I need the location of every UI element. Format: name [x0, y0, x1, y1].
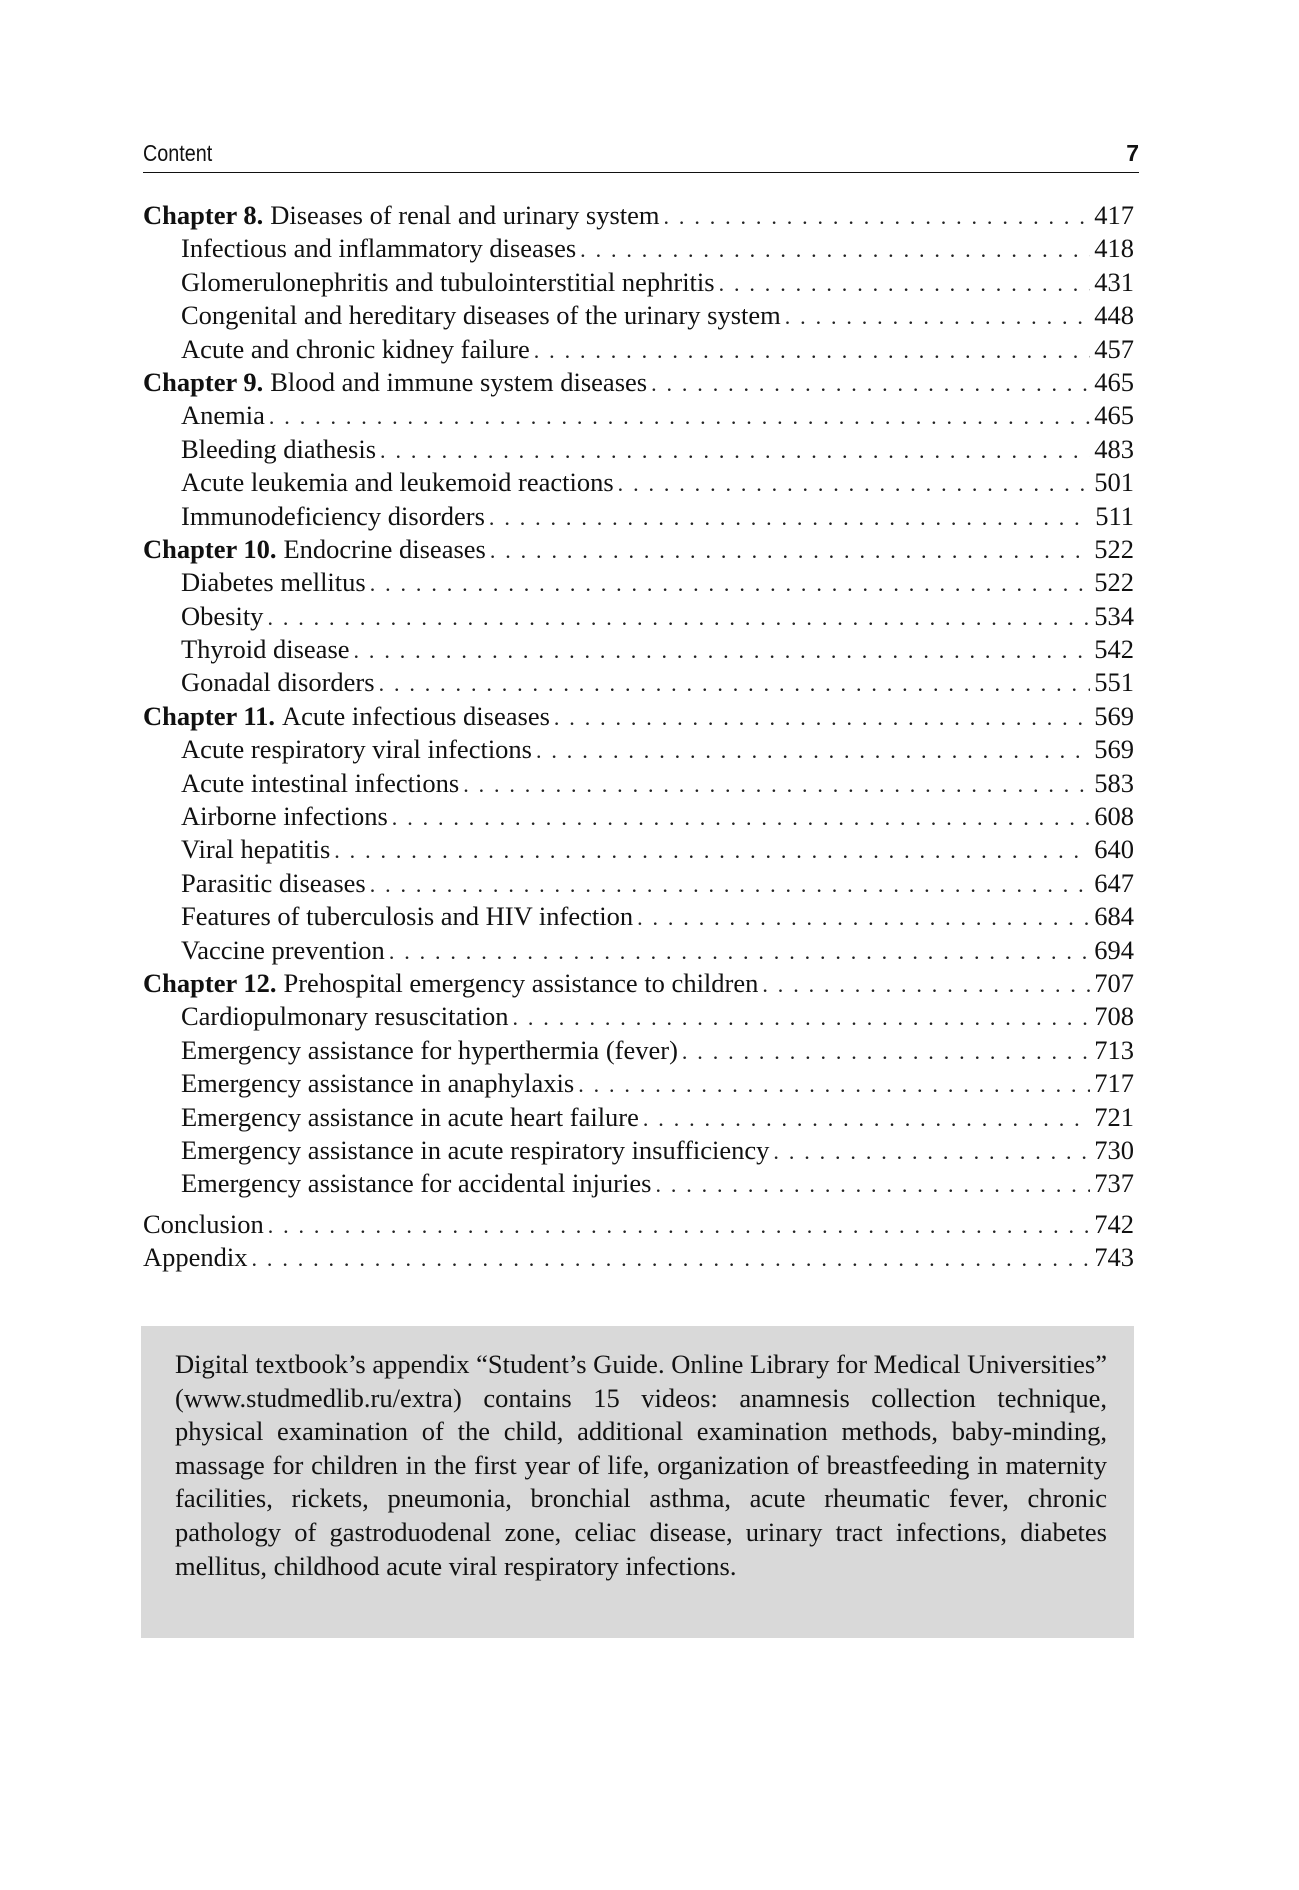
toc-page-number: 647 [1094, 867, 1134, 898]
toc-entry [143, 900, 1134, 933]
toc-chapter-entry [143, 199, 1134, 232]
toc-entry-title: Endocrine diseases [283, 533, 486, 564]
toc-entry-title: Glomerulonephritis and tubulointerstitial nephritis [181, 266, 715, 297]
toc-page-number: 465 [1094, 366, 1134, 397]
toc-page-number: 721 [1094, 1101, 1134, 1132]
dot-leader [536, 734, 1090, 767]
toc-entry-title: Anemia [181, 400, 265, 431]
toc-entry [143, 666, 1134, 699]
table-of-contents [143, 199, 1134, 1275]
dot-leader [554, 701, 1090, 734]
toc-page-number: 717 [1094, 1068, 1134, 1099]
toc-chapter-entry [143, 700, 1134, 733]
dot-leader [267, 601, 1090, 634]
toc-page-number: 465 [1094, 400, 1134, 431]
dot-leader [762, 968, 1090, 1001]
toc-entry [143, 1241, 1134, 1274]
toc-entry-title: Airborne infections [181, 801, 388, 832]
toc-entry-title: Emergency assistance for hyperthermia (fever) [181, 1034, 678, 1065]
toc-entry-title: Emergency assistance in acute heart failure [181, 1101, 639, 1132]
dot-leader [655, 1168, 1090, 1201]
toc-entry-title: Acute intestinal infections [181, 767, 460, 798]
running-head [143, 138, 1139, 173]
toc-page-number: 483 [1094, 433, 1134, 464]
running-head-section: Content [143, 140, 213, 166]
toc-entry [143, 466, 1134, 499]
toc-page-number: 522 [1094, 533, 1134, 564]
toc-entry [143, 1208, 1134, 1241]
dot-leader [380, 434, 1090, 467]
toc-chapter-entry [143, 366, 1134, 399]
toc-chapter-number: Chapter 9. [143, 366, 264, 397]
toc-entry [143, 1134, 1134, 1167]
dot-leader [490, 534, 1090, 567]
toc-entry-title: Conclusion [143, 1208, 264, 1239]
toc-page-number: 583 [1094, 767, 1134, 798]
toc-entry [143, 1167, 1134, 1200]
toc-entry [143, 767, 1134, 800]
toc-entry [143, 1034, 1134, 1067]
toc-page-number: 713 [1094, 1034, 1134, 1065]
toc-page-number: 730 [1094, 1134, 1134, 1165]
toc-entry-title: Prehospital emergency assistance to children [283, 967, 759, 998]
toc-entry-title: Parasitic diseases [181, 867, 366, 898]
toc-entry-title: Thyroid disease [181, 634, 350, 665]
toc-page-number: 418 [1094, 233, 1134, 264]
dot-leader [643, 1102, 1090, 1135]
digital-appendix-note [141, 1326, 1134, 1638]
toc-page-number: 511 [1095, 500, 1134, 531]
toc-entry-title: Diseases of renal and urinary system [270, 200, 660, 230]
dot-leader [618, 467, 1091, 500]
toc-page-number: 742 [1094, 1208, 1134, 1239]
dot-leader [651, 367, 1090, 400]
toc-entry-title: Obesity [181, 600, 264, 631]
toc-page-number: 417 [1094, 200, 1134, 230]
dot-leader [534, 334, 1090, 367]
toc-entry-title: Diabetes mellitus [181, 567, 366, 598]
toc-entry-title: Acute infectious diseases [282, 700, 550, 731]
toc-entry [143, 633, 1134, 666]
toc-entry [143, 934, 1134, 967]
toc-entry-title: Appendix [143, 1242, 248, 1273]
toc-entry-title: Emergency assistance in acute respiratory insufficiency [181, 1134, 770, 1165]
toc-entry-title: Emergency assistance for accidental injuries [181, 1168, 652, 1199]
toc-page-number: 569 [1094, 734, 1134, 765]
toc-entry-title: Emergency assistance in anaphylaxis [181, 1068, 575, 1099]
toc-page-number: 684 [1094, 901, 1134, 932]
toc-page-number: 707 [1094, 967, 1134, 998]
toc-page-number: 457 [1094, 333, 1134, 364]
dot-leader [489, 501, 1091, 534]
toc-entry [143, 1000, 1134, 1033]
toc-entry [143, 566, 1134, 599]
dot-leader [392, 801, 1090, 834]
dot-leader [773, 1135, 1090, 1168]
toc-page-number: 743 [1094, 1242, 1134, 1273]
toc-chapter-number: Chapter 11. [143, 700, 276, 731]
toc-page-number: 534 [1094, 600, 1134, 631]
toc-entry-title: Vaccine prevention [181, 934, 385, 965]
dot-leader [370, 567, 1091, 600]
toc-page-number: 431 [1094, 266, 1134, 297]
toc-entry-title: Immunodeficiency disorders [181, 500, 485, 531]
toc-entry [143, 500, 1134, 533]
toc-entry [143, 266, 1134, 299]
note-text: Digital textbook’s appendix “Student’s Guide. Online Library for Medical Universities” (www.studmedlib.ru/extra) contains 15 videos: anamnesis collection technique, physical examination of the child, additional examination methods, baby-minding, massage for children in the first year of life, organization of breastfeeding in maternity facilities, rickets, pneumonia, bronchial asthma, acute rheumatic fever, chronic pathology of gastroduodenal zone, celiac disease, urinary tract infections, diabetes mellitus, childhood acute viral respiratory infections. [175, 1349, 1107, 1581]
dot-leader [637, 901, 1090, 934]
toc-entry-title: Congenital and hereditary diseases of the urinary system [181, 300, 781, 331]
dot-leader [578, 1068, 1090, 1101]
toc-entry-title: Viral hepatitis [181, 834, 331, 865]
dot-leader [379, 667, 1091, 700]
toc-page-number: 542 [1094, 634, 1134, 665]
dot-leader [580, 233, 1090, 266]
dot-leader [252, 1242, 1091, 1275]
dot-leader [389, 935, 1090, 968]
page-number: 7 [1126, 140, 1139, 166]
toc-entry [143, 1101, 1134, 1134]
toc-entry [143, 299, 1134, 332]
toc-entry-title: Acute leukemia and leukemoid reactions [181, 467, 614, 498]
toc-entry-title: Blood and immune system diseases [270, 366, 648, 397]
toc-chapter-number: Chapter 8. [143, 200, 264, 230]
dot-leader [354, 634, 1091, 667]
toc-page-number: 694 [1094, 934, 1134, 965]
toc-entry-title: Features of tuberculosis and HIV infection [181, 901, 634, 932]
toc-entry-title: Infectious and inflammatory diseases [181, 233, 577, 264]
dot-leader [664, 200, 1091, 233]
toc-page-number: 640 [1094, 834, 1134, 865]
toc-page-number: 522 [1094, 567, 1134, 598]
toc-page-number: 501 [1094, 467, 1134, 498]
toc-page-number: 448 [1094, 300, 1134, 331]
toc-entry-title: Gonadal disorders [181, 667, 375, 698]
toc-entry-title: Acute and chronic kidney failure [181, 333, 530, 364]
dot-leader [463, 768, 1090, 801]
toc-chapter-entry [143, 967, 1134, 1000]
toc-entry-title: Acute respiratory viral infections [181, 734, 532, 765]
toc-page-number: 608 [1094, 801, 1134, 832]
toc-entry [143, 800, 1134, 833]
toc-chapter-entry [143, 533, 1134, 566]
dot-leader [370, 868, 1091, 901]
dot-leader [513, 1001, 1091, 1034]
toc-entry [143, 733, 1134, 766]
toc-entry [143, 232, 1134, 265]
toc-entry [143, 333, 1134, 366]
dot-leader [682, 1035, 1090, 1068]
dot-leader [268, 1209, 1091, 1242]
toc-entry [143, 867, 1134, 900]
dot-leader [719, 267, 1091, 300]
toc-entry-title: Bleeding diathesis [181, 433, 377, 464]
dot-leader [269, 400, 1090, 433]
toc-chapter-number: Chapter 12. [143, 967, 277, 998]
toc-page-number: 737 [1094, 1168, 1134, 1199]
toc-entry [143, 399, 1134, 432]
toc-entry [143, 1067, 1134, 1100]
toc-page-number: 569 [1094, 700, 1134, 731]
toc-entry [143, 600, 1134, 633]
dot-leader [785, 300, 1090, 333]
dot-leader [334, 834, 1090, 867]
toc-chapter-number: Chapter 10. [143, 533, 277, 564]
toc-page-number: 551 [1094, 667, 1134, 698]
toc-page-number: 708 [1094, 1001, 1134, 1032]
toc-entry [143, 833, 1134, 866]
toc-entry-title: Cardiopulmonary resuscitation [181, 1001, 509, 1032]
toc-entry [143, 433, 1134, 466]
